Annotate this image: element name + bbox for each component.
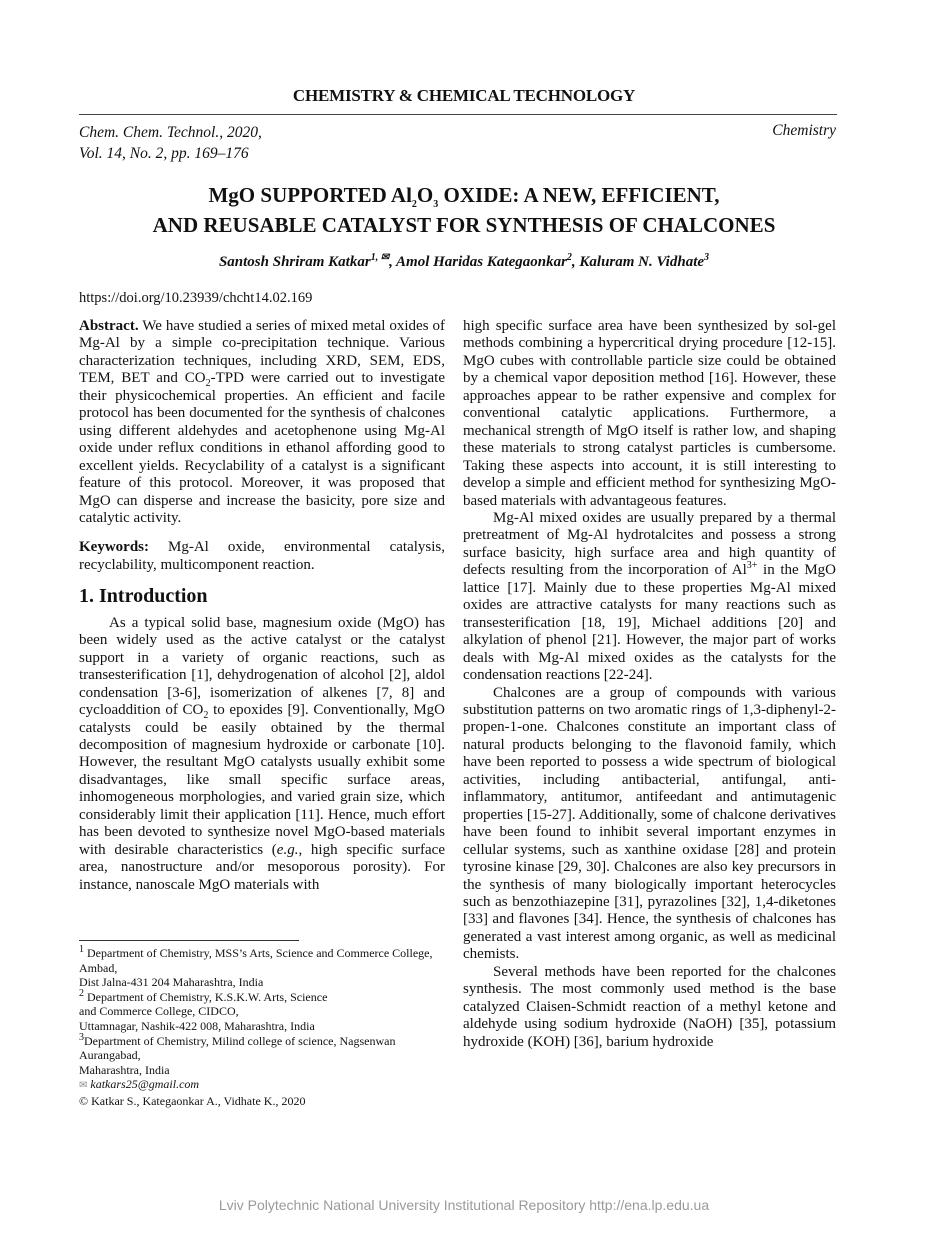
abstract bbox=[79, 318, 445, 527]
footnote-rule bbox=[79, 940, 299, 941]
journal-name: CHEMISTRY & CHEMICAL TECHNOLOGY bbox=[292, 86, 636, 105]
paragraph bbox=[463, 685, 836, 964]
title-part: O bbox=[416, 183, 434, 207]
abstract-text bbox=[79, 318, 445, 526]
email-icon: ✉ bbox=[79, 1080, 88, 1092]
email-line bbox=[79, 1077, 459, 1094]
author-affiliation: 3 bbox=[704, 252, 710, 263]
paragraph bbox=[463, 318, 836, 510]
footnote-text: Dist Jalna-431 204 Maharashtra, India bbox=[79, 975, 264, 990]
text-segment: , high specific surface area, nanostructure and/or mesoporous porosity). For instance, nanoscale MgO materials with bbox=[79, 841, 445, 893]
keywords bbox=[79, 539, 445, 574]
paragraph bbox=[463, 964, 836, 1051]
article-title bbox=[0, 180, 928, 240]
citation-line-2: Vol. 14, No. 2, pp. 169–176 bbox=[79, 145, 249, 162]
title-part: OXIDE: A NEW, EFFICIENT, bbox=[438, 183, 720, 207]
text-segment: to epoxides [9]. Conventionally, MgO catalysts could be easily obtained by the thermal decomposition of magnesium hydroxide or carbonate [10]. However, the resultant MgO catalysts usually exhibit some disadvantages, like small specific surface areas, inhomogeneous morphologies, and varied grain size, which considerably limit their application [11]. Hence, much effort has been devoted to synthesize novel MgO-based materials with desirable characteristics ( bbox=[79, 702, 445, 858]
footnote-line bbox=[79, 975, 459, 990]
citation bbox=[79, 122, 262, 164]
footnote-line bbox=[79, 946, 459, 975]
abstract-label: Abstract. bbox=[79, 318, 139, 334]
repository-footer: Lviv Polytechnic National University Institutional Repository http://ena.lp.edu.ua bbox=[218, 1197, 710, 1213]
footnote-mark: 3 bbox=[79, 1031, 84, 1043]
author-name: Amol Haridas Kategaonkar bbox=[396, 254, 567, 270]
paragraph bbox=[79, 615, 445, 894]
text-segment: As a typical solid base, magnesium oxide (MgO) has been widely used as the active catalyst or the catalyst support in a variety of organic reactions, such as transesterification [1], dehydrogenation of alcohol [2], aldol condensation [3-6], isomerization of alkenes [7, 8] and cycloaddition of CO bbox=[79, 614, 445, 719]
text-segment: Several methods have been reported for the chalcones synthesis. The most commonly used method is the base catalyzed Claisen-Schmidt reaction of a methyl ketone and aldehyde using sodium hydroxide (NaOH) [35], potassium hydroxide (KOH) [36], barium hydroxide bbox=[463, 963, 836, 1050]
footnote-text: Department of Chemistry, MSS’s Arts, Science and Commerce College, Ambad, bbox=[79, 946, 433, 975]
doi-link[interactable]: https://doi.org/10.23939/chcht14.02.169 bbox=[79, 290, 313, 306]
title-sub: 2 bbox=[411, 199, 417, 211]
text-segment: -TPD were carried out to investigate their physicochemical properties. An efficient and facile protocol has been documented for the synthesis of chalcones using different aldehydes and acetophenone using Mg-Al oxide under reflux conditions in ethanol affording good to excellent yields. Recyclability of a catalyst is a significant feature of this protocol. Moreover, it was proposed that MgO can disperse and increase the basicity, pore size and catalytic activity. bbox=[79, 370, 446, 526]
section-heading: 1. Introduction bbox=[79, 585, 208, 608]
text-segment: We have studied a series of mixed metal oxides of Mg-Al by a simple co-precipitation technique. Various characterization techniques, including XRD, SEM, EDS, TEM, BET and CO bbox=[79, 318, 445, 387]
title-part: MgO SUPPORTED Al bbox=[208, 183, 412, 207]
text-segment: Chalcones are a group of compounds with various substitution patterns on two aromatic rings of 1,3-diphenyl-2-propen-1-one. Chalcones constitute an important class of natural products belonging to the flavonoid family, which have been reported to possess a wide spectrum of biological activities, including antibacterial, antifungal, anti-inflammatory, antitumor, antifeedant and antimutagenic properties [15-27]. Additionally, some of chalcone derivatives have been found to inhibit several important enzymes in cellular systems, such as xanthine oxidase [28] and protein tyrosine kinase [29, 30]. Chalcones are also key precursors in the synthesis of many biologically important heterocycles such as benzothiazepine [31], pyrazolines [32], 1,4-diketones [33] and flavones [34]. Hence, the synthesis of chalcones has generated a vast interest among organic, as well as medicinal chemists. bbox=[463, 684, 836, 963]
footnote-mark: 1 bbox=[79, 944, 84, 955]
text-segment: 2 bbox=[205, 378, 211, 390]
keywords-label: Keywords: bbox=[79, 539, 149, 556]
title-sub: 3 bbox=[433, 199, 439, 211]
footnote-line bbox=[79, 1004, 459, 1019]
left-column bbox=[79, 318, 445, 894]
footnote-text: Department of Chemistry, K.S.K.W. Arts, Science bbox=[84, 989, 328, 1004]
header-rule bbox=[79, 114, 837, 115]
author-name: Kaluram N. Vidhate bbox=[579, 254, 705, 270]
section-label: Chemistry bbox=[772, 122, 836, 139]
text-segment: Mg-Al mixed oxides are usually prepared by a thermal pretreatment of Mg-Al hydrotalcites and possess a strong surface basicity, high surface area and high quantity of defects resulting from the incorporation of Al bbox=[463, 509, 836, 579]
text-segment: e.g. bbox=[276, 841, 299, 858]
footnote-line bbox=[79, 987, 459, 1005]
text-segment: high specific surface area have been synthesized by sol-gel methods combining a hypercritical drying procedure [12-15]. MgO cubes with controllable particle size could be obtained by a chemical vapor deposition method [16]. However, these approaches appear to be rather expensive and complex for conventional catalytic applications. Furthermore, a mechanical strength of MgO itself is rather low, and shaping these materials to strong catalyst particles is cumbersome. Taking these aspects into account, it is still interesting to develop a simple and efficient method for synthesizing MgO-based materials with advantageous features. bbox=[463, 318, 836, 509]
keywords-text: Mg-Al oxide, environmental catalysis, recyclability, multicomponent reaction. bbox=[79, 539, 445, 573]
author-list: Santosh Shriram Katkar$^{1, ✉}$, Amol Haridas Kategaonkar$^2$, Kaluram N. Vidhate$^3$ bbox=[218, 252, 710, 270]
text-segment: 2 bbox=[203, 710, 209, 722]
author-affiliation: 1, ✉ bbox=[370, 252, 390, 263]
footnote-line bbox=[79, 1031, 459, 1063]
author-name: Santosh Shriram Katkar bbox=[218, 254, 371, 270]
citation-line-1: Chem. Chem. Technol., 2020, bbox=[79, 124, 262, 141]
footnote-line bbox=[79, 1019, 459, 1034]
right-column bbox=[463, 318, 836, 1051]
text-segment: in the MgO lattice [17]. Mainly due to these properties Mg-Al mixed oxides are attractive catalysts for many reactions such as transesterification [18, 19], Michael additions [20] and alkylation of phenol [21]. However, the major part of works deals with Mg-Al mixed oxides as the catalysts for the condensation reactions [22-24]. bbox=[463, 562, 836, 684]
paragraph bbox=[463, 510, 836, 685]
copyright: © Katkar S., Kategaonkar A., Vidhate K., 2020 bbox=[79, 1093, 306, 1108]
footnotes bbox=[79, 946, 459, 1109]
footnote-text: Department of Chemistry, Milind college of science, Nagsenwan Aurangabad, bbox=[79, 1033, 396, 1063]
footnote-text: and Commerce College, CIDCO, bbox=[79, 1004, 239, 1019]
footnote-text: Maharashtra, India bbox=[79, 1062, 170, 1077]
text-segment: 3+ bbox=[746, 560, 758, 572]
footnote-text: Uttamnagar, Nashik-422 008, Maharashtra, India bbox=[79, 1018, 315, 1033]
title-line-2: AND REUSABLE CATALYST FOR SYNTHESIS OF CHALCONES bbox=[152, 213, 776, 237]
email-link[interactable]: katkars25@gmail.com bbox=[90, 1077, 200, 1092]
footnote-mark: 2 bbox=[79, 987, 84, 999]
footnote-line bbox=[79, 1063, 459, 1078]
author-affiliation: 2 bbox=[566, 252, 572, 263]
